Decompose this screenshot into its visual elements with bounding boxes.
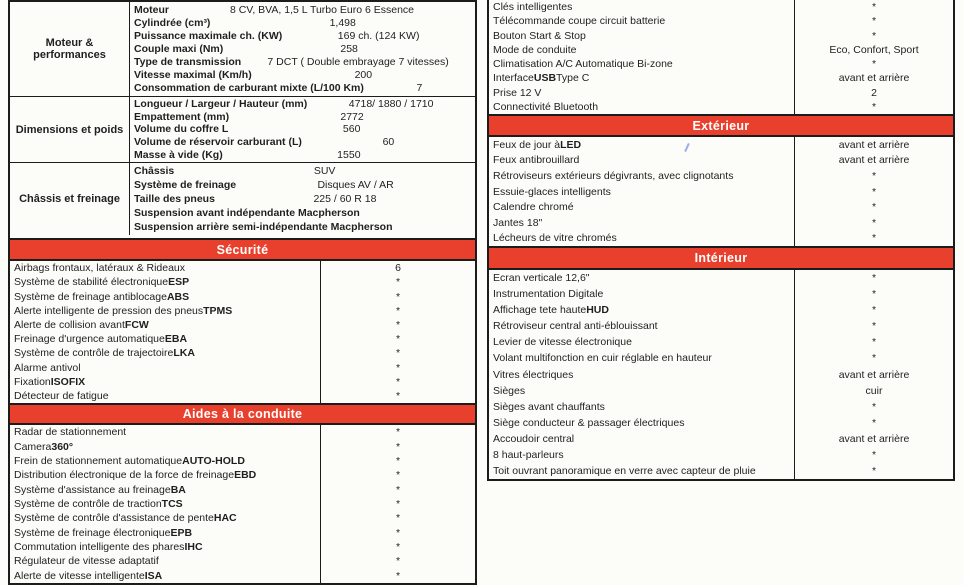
feature-value: * [320, 540, 475, 554]
feature-row [489, 57, 953, 71]
feature-row [10, 261, 475, 275]
spec-attribute: Châssis [134, 165, 175, 177]
feature-label: Accoudoir central [493, 432, 575, 445]
spec-value: 560 [342, 123, 361, 136]
feature-value: 2 [794, 86, 953, 100]
spec-group-chassis [10, 162, 475, 235]
feature-label: 8 haut-parleurs [493, 448, 564, 461]
feature-row [489, 447, 953, 463]
spec-attribute: Suspension arrière semi-indépendante Macpherson [134, 221, 393, 233]
feature-row [10, 454, 475, 468]
feature-label: Rétroviseurs extérieurs dégivrants, avec clignotants [493, 169, 734, 182]
feature-row [489, 71, 953, 85]
feature-value: avant et arrière [794, 71, 953, 85]
feature-label: Système de freinage électronique EPB [14, 526, 193, 539]
interior-rows [489, 270, 953, 479]
feature-row [10, 540, 475, 554]
spec-attribute: Système de freinage [134, 179, 237, 191]
feature-label: Télécommande coupe circuit batterie [493, 15, 666, 28]
spec-rows-engine [130, 2, 475, 96]
spec-attribute: Vitesse maximal (Km/h) [134, 69, 252, 82]
spec-value: Disques AV / AR [317, 179, 394, 191]
spec-value: SUV [313, 165, 336, 177]
spec-attribute: Volume de réservoir carburant (L) [134, 136, 302, 149]
feature-label: Climatisation A/C Automatique Bi-zone [493, 58, 673, 71]
feature-value: * [320, 360, 475, 374]
feature-label: Connectivité Bluetooth [493, 100, 599, 113]
spec-attribute: Couple maxi (Nm) [134, 42, 224, 55]
spec-attribute: Masse à vide (Kg) [134, 148, 223, 161]
feature-label: Mode de conduite [493, 43, 577, 56]
feature-label: Bouton Start & Stop [493, 29, 586, 42]
feature-row [489, 168, 953, 184]
feature-row [489, 199, 953, 215]
feature-label: Vitres électriques [493, 368, 574, 381]
feature-label: Levier de vitesse électronique [493, 336, 632, 349]
spec-attribute: Suspension avant indépendante Macpherson [134, 207, 360, 219]
feature-row [489, 399, 953, 415]
feature-label: Feux antibrouillard [493, 154, 580, 167]
spec-row [130, 69, 475, 82]
feature-row [489, 366, 953, 382]
feature-value: * [794, 230, 953, 246]
spec-value: 2772 [340, 110, 364, 123]
spec-group-engine [10, 2, 475, 96]
spec-row [130, 98, 475, 111]
feature-value: * [794, 286, 953, 302]
feature-label: Freinage d'urgence automatique EBA [14, 333, 188, 346]
feature-row [489, 184, 953, 200]
feature-value: 6 [320, 261, 475, 275]
feature-value: * [320, 468, 475, 482]
feature-value: * [794, 14, 953, 28]
spec-attribute: Puissance maximale ch. (KW) [134, 29, 283, 42]
feature-label: Système de contrôle de trajectoire LKA [14, 347, 195, 360]
spec-value: 7 DCT ( Double embrayage 7 vitesses) [267, 56, 449, 69]
feature-value: * [320, 332, 475, 346]
feature-row [10, 511, 475, 525]
feature-row [10, 304, 475, 318]
spec-attribute: Taille des pneus [134, 193, 215, 205]
feature-value: * [320, 346, 475, 360]
spec-row [130, 3, 475, 16]
section-label-dimensions: Dimensions et poids [10, 97, 130, 162]
section-header-aides: Aides à la conduite [8, 403, 477, 425]
feature-row [10, 275, 475, 289]
feature-row [489, 0, 953, 14]
feature-value: cuir [794, 383, 953, 399]
feature-value: avant et arrière [794, 431, 953, 447]
feature-row [10, 389, 475, 403]
feature-label: Clés intelligentes [493, 1, 573, 14]
exterior-table [487, 135, 955, 248]
spec-attribute: Longueur / Largeur / Hauteur (mm) [134, 98, 308, 111]
feature-label: Essuie-glaces intelligents [493, 185, 611, 198]
feature-row [10, 468, 475, 482]
feature-label: Frein de stationnement automatique AUTO-HOLD [14, 454, 245, 467]
spec-value: 1550 [337, 148, 361, 161]
security-table [8, 259, 477, 405]
feature-row [10, 360, 475, 374]
section-label-chassis: Châssis et freinage [10, 163, 130, 235]
spec-value: 1,498 [329, 16, 356, 29]
feature-value: * [794, 334, 953, 350]
spec-rows-chassis [130, 163, 475, 235]
feature-row [489, 383, 953, 399]
feature-label: Alerte de collision avant FCW [14, 318, 149, 331]
section-header-securite: Sécurité [8, 238, 477, 261]
feature-label: Radar de stationnement [14, 426, 127, 439]
feature-label: Lécheurs de vitre chromés [493, 232, 617, 245]
feature-label: Ecran verticale 12,6" [493, 272, 590, 285]
feature-label: Alerte de vitesse intelligente ISA [14, 569, 163, 582]
feature-label: Sièges [493, 384, 526, 397]
feature-label: Siège conducteur & passager électriques [493, 416, 685, 429]
feature-row [489, 100, 953, 114]
feature-label: Fixation ISOFIX [14, 375, 86, 388]
feature-label: Commutation intelligente des phares IHC [14, 541, 203, 554]
feature-row [10, 425, 475, 439]
feature-row [489, 463, 953, 479]
feature-value: * [794, 302, 953, 318]
exterior-rows [489, 137, 953, 246]
feature-row [10, 318, 475, 332]
feature-value: * [320, 318, 475, 332]
spec-row [130, 136, 475, 149]
feature-value: * [794, 29, 953, 43]
feature-label: Calendre chromé [493, 201, 574, 214]
feature-value: * [320, 425, 475, 439]
feature-value: * [320, 304, 475, 318]
feature-row [489, 14, 953, 28]
feature-value: avant et arrière [794, 153, 953, 169]
feature-row [489, 29, 953, 43]
spec-attribute: Cylindrée (cm³) [134, 16, 211, 29]
feature-label: Alerte intelligente de pression des pneus TPMS [14, 304, 233, 317]
feature-value: * [794, 415, 953, 431]
spec-row [130, 123, 475, 136]
feature-row [489, 43, 953, 57]
spec-row [130, 220, 475, 234]
feature-row [10, 289, 475, 303]
security-rows [10, 261, 475, 403]
feature-value: * [794, 57, 953, 71]
feature-label: Jantes 18" [493, 216, 543, 229]
feature-value: * [320, 389, 475, 403]
feature-row [489, 215, 953, 231]
spec-value: 225 / 60 R 18 [313, 193, 377, 205]
feature-row [489, 318, 953, 334]
feature-label: Régulateur de vitesse adaptatif [14, 555, 159, 568]
feature-label: Système de freinage antiblocage ABS [14, 290, 190, 303]
spec-attribute: Consommation de carburant mixte (L/100 Km) [134, 82, 364, 95]
feature-row [10, 346, 475, 360]
feature-value: * [320, 454, 475, 468]
feature-label: Distribution électronique de la force de freinage EBD [14, 469, 257, 482]
comfort-rows [489, 0, 953, 114]
feature-row [489, 86, 953, 100]
feature-value: * [320, 482, 475, 496]
spec-row [130, 164, 475, 178]
spec-attribute: Moteur [134, 3, 169, 16]
feature-label: Affichage tete haute HUD [493, 304, 609, 317]
spec-row [130, 82, 475, 95]
feature-row [10, 332, 475, 346]
spec-rows-dimensions [130, 97, 475, 162]
spec-attribute: Volume du coffre L [134, 123, 229, 136]
feature-row [10, 554, 475, 568]
feature-label: Système de contrôle d'assistance de pente HAC [14, 512, 237, 525]
feature-row [489, 431, 953, 447]
comfort-table [487, 0, 955, 116]
feature-value: * [320, 511, 475, 525]
feature-row [10, 526, 475, 540]
spec-row [130, 56, 475, 69]
spec-table [8, 0, 477, 240]
spec-value: 4718/ 1880 / 1710 [348, 98, 434, 111]
spec-value: 7 [416, 82, 423, 95]
feature-value: * [320, 275, 475, 289]
feature-label: Rétroviseur central anti-éblouissant [493, 320, 658, 333]
feature-label: Interface USB Type C [493, 72, 590, 85]
feature-value: * [794, 100, 953, 114]
feature-label: Airbags frontaux, latéraux & Rideaux [14, 262, 186, 275]
feature-label: Volant multifonction en cuir réglable en hauteur [493, 352, 712, 365]
feature-row [489, 350, 953, 366]
feature-value: * [320, 375, 475, 389]
feature-label: Instrumentation Digitale [493, 288, 604, 301]
spec-row [130, 29, 475, 42]
spec-row [130, 148, 475, 161]
feature-label: Détecteur de fatigue [14, 389, 109, 402]
feature-label: Camera 360° [14, 440, 74, 453]
feature-label: Sièges avant chauffants [493, 400, 605, 413]
spec-row [130, 111, 475, 124]
feature-label: Toit ouvrant panoramique en verre avec capteur de pluie [493, 464, 756, 477]
spec-row [130, 192, 475, 206]
feature-value: * [794, 318, 953, 334]
spec-row [130, 42, 475, 55]
feature-row [10, 482, 475, 496]
feature-value: * [794, 0, 953, 14]
feature-row [10, 375, 475, 389]
spec-value: 169 ch. (124 KW) [337, 29, 420, 42]
feature-value: * [794, 399, 953, 415]
feature-value: * [320, 569, 475, 583]
feature-value: * [320, 289, 475, 303]
feature-value: * [794, 270, 953, 286]
feature-label: Feux de jour à LED [493, 138, 582, 151]
feature-value: * [794, 184, 953, 200]
feature-row [10, 497, 475, 511]
feature-value: * [794, 463, 953, 479]
feature-value: * [320, 497, 475, 511]
feature-value: * [794, 199, 953, 215]
feature-row [489, 334, 953, 350]
section-label-engine: Moteur & performances [10, 2, 130, 96]
feature-label: Alarme antivol [14, 361, 81, 374]
section-header-exterieur: Extérieur [487, 114, 955, 137]
spec-row [130, 178, 475, 192]
driving-aids-table [8, 423, 477, 585]
feature-row [489, 286, 953, 302]
feature-row [10, 439, 475, 453]
feature-row [489, 415, 953, 431]
feature-row [489, 137, 953, 153]
feature-label: Système de stabilité électronique ESP [14, 276, 190, 289]
feature-value: * [320, 526, 475, 540]
spec-value: 60 [382, 136, 395, 149]
feature-row [489, 270, 953, 286]
feature-row [489, 302, 953, 318]
feature-value: * [794, 168, 953, 184]
spec-value: 258 [340, 42, 358, 55]
spec-attribute: Empattement (mm) [134, 110, 230, 123]
feature-value: * [794, 215, 953, 231]
feature-value: avant et arrière [794, 366, 953, 382]
spec-attribute: Type de transmission [134, 56, 242, 69]
feature-value: * [794, 447, 953, 463]
feature-label: Prise 12 V [493, 86, 542, 99]
spec-value: 200 [354, 69, 373, 82]
feature-row [10, 569, 475, 583]
feature-value: * [320, 439, 475, 453]
feature-value: * [794, 350, 953, 366]
feature-label: Système de contrôle de traction TCS [14, 497, 183, 510]
feature-label: Système d'assistance au freinage BA [14, 483, 186, 496]
feature-row [489, 153, 953, 169]
spec-group-dimensions [10, 96, 475, 162]
spec-value: 8 CV, BVA, 1,5 L Turbo Euro 6 Essence [229, 3, 415, 16]
feature-value: * [320, 554, 475, 568]
driving-aids-rows [10, 425, 475, 583]
spec-row [130, 206, 475, 220]
feature-row [489, 230, 953, 246]
section-header-interieur: Intérieur [487, 246, 955, 270]
interior-table [487, 268, 955, 481]
feature-value: Eco, Confort, Sport [794, 43, 953, 57]
spec-row [130, 16, 475, 29]
feature-value: avant et arrière [794, 137, 953, 153]
